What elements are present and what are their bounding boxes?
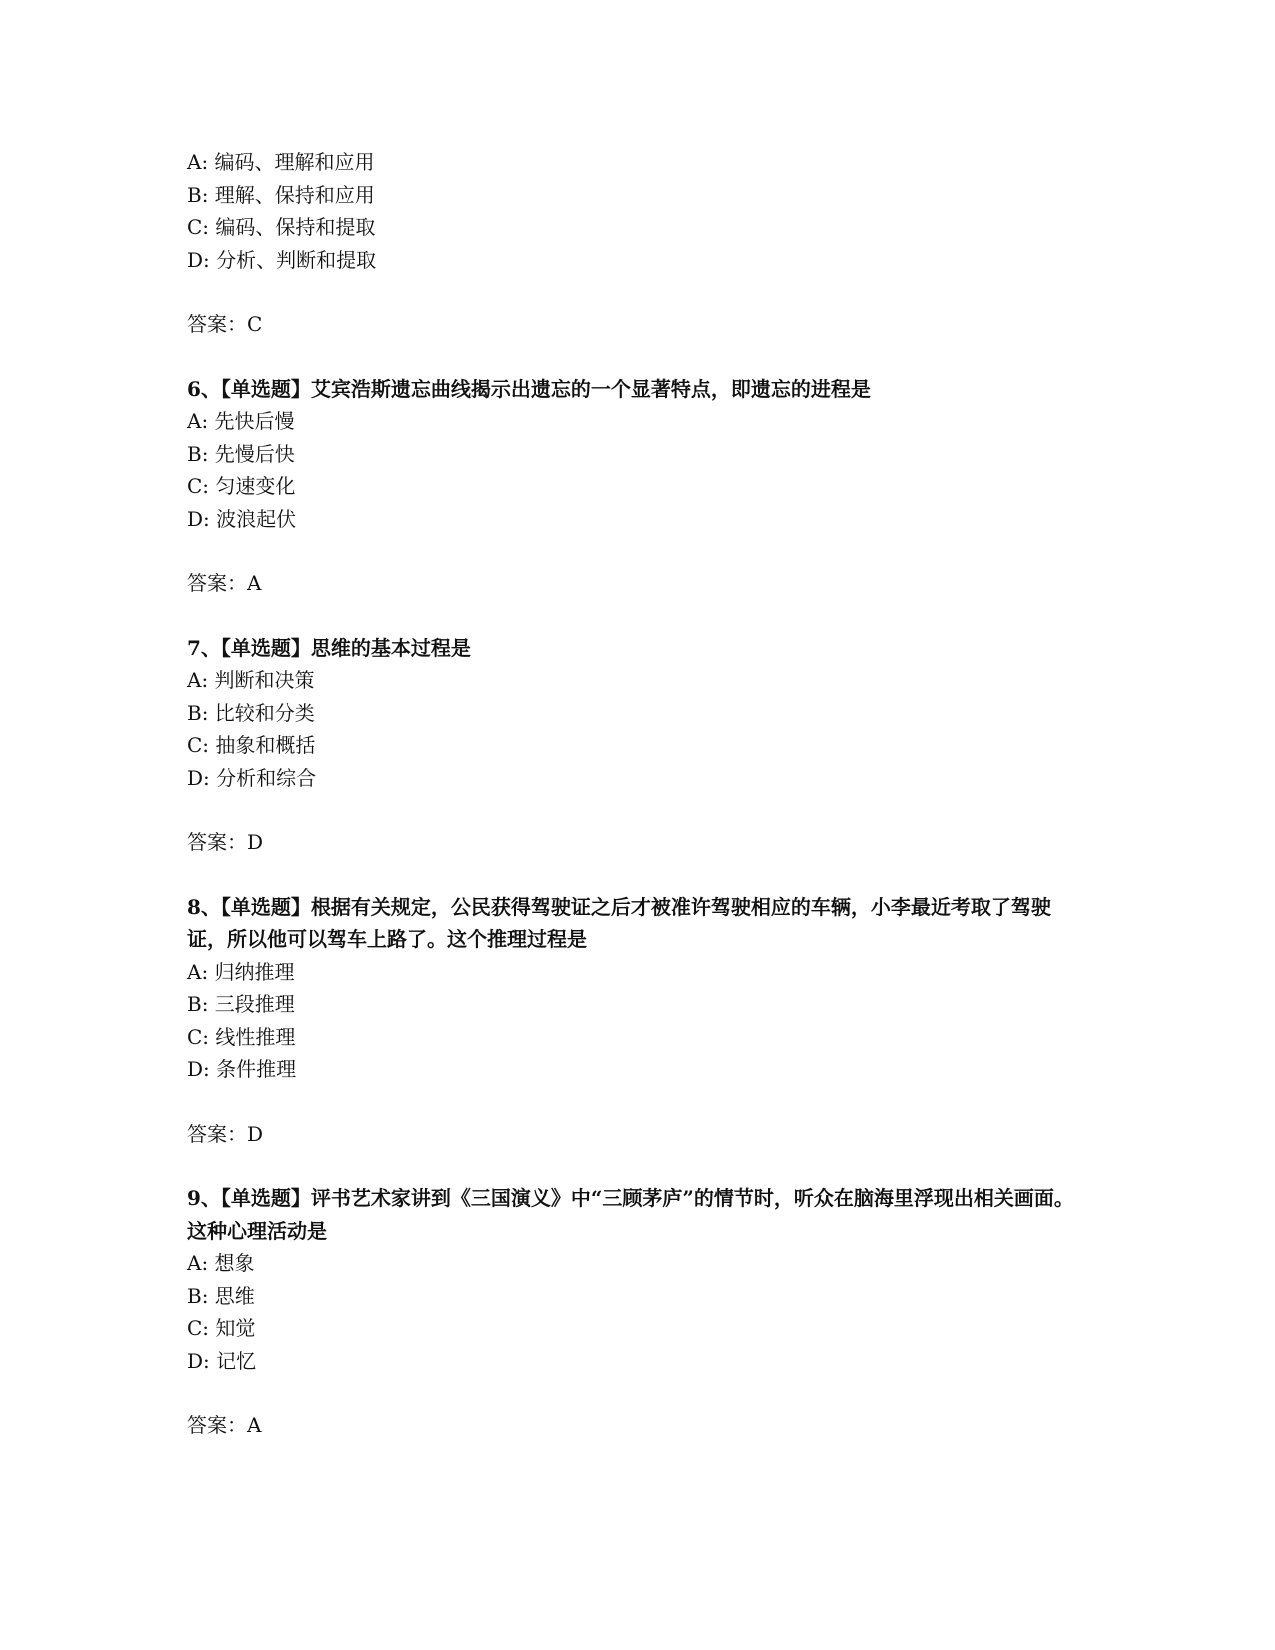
option-b: B: 思维 (187, 1283, 255, 1308)
answer: 答案：A (187, 571, 262, 595)
option-b: B: 比较和分类 (187, 700, 315, 725)
option-d: D: 波浪起伏 (187, 506, 297, 531)
option-a: A: 归纳推理 (187, 959, 295, 984)
question-text: 9、【单选题】评书艺术家讲到《三国演义》中“三顾茅庐”的情节时，听众在脑海里浮现出相关画面。这种心理活动是 (187, 1186, 1074, 1243)
document-content (187, 146, 1087, 1474)
option-c: C: 线性推理 (187, 1024, 296, 1049)
question-block-9 (187, 1182, 1087, 1442)
option-b: B: 先慢后快 (187, 441, 295, 466)
question-text: 6、【单选题】艾宾浩斯遗忘曲线揭示出遗忘的一个显著特点，即遗忘的进程是 (187, 376, 871, 401)
answer: 答案：D (187, 830, 264, 854)
option-c: C: 匀速变化 (187, 474, 296, 498)
option-d: D: 分析和综合 (187, 765, 317, 790)
option-d: D: 条件推理 (187, 1057, 297, 1081)
option-d: D: 记忆 (187, 1348, 257, 1373)
question-block-8 (187, 891, 1087, 1151)
option-b: B: 三段推理 (187, 992, 295, 1016)
option-a: A: 先快后慢 (187, 409, 295, 433)
question-block-7 (187, 632, 1087, 859)
question-text: 7、【单选题】思维的基本过程是 (187, 635, 471, 660)
answer: 答案：C (187, 312, 263, 336)
question-block-partial (187, 146, 1087, 341)
option-c: C: 编码、保持和提取 (187, 215, 376, 239)
option-c: C: 知觉 (187, 1316, 256, 1340)
option-c: C: 抽象和概括 (187, 733, 316, 757)
option-a: A: 判断和决策 (187, 668, 315, 692)
option-d: D: 分析、判断和提取 (187, 247, 377, 272)
option-a: A: 想象 (187, 1251, 255, 1275)
option-a: A: 编码、理解和应用 (187, 150, 375, 174)
question-text: 8、【单选题】根据有关规定，公民获得驾驶证之后才被准许驾驶相应的车辆，小李最近考取了驾驶证，所以他可以驾车上路了。这个推理过程是 (187, 894, 1051, 951)
answer: 答案：D (187, 1121, 264, 1146)
answer: 答案：A (187, 1413, 262, 1437)
question-block-6 (187, 373, 1087, 600)
option-b: B: 理解、保持和应用 (187, 182, 375, 207)
